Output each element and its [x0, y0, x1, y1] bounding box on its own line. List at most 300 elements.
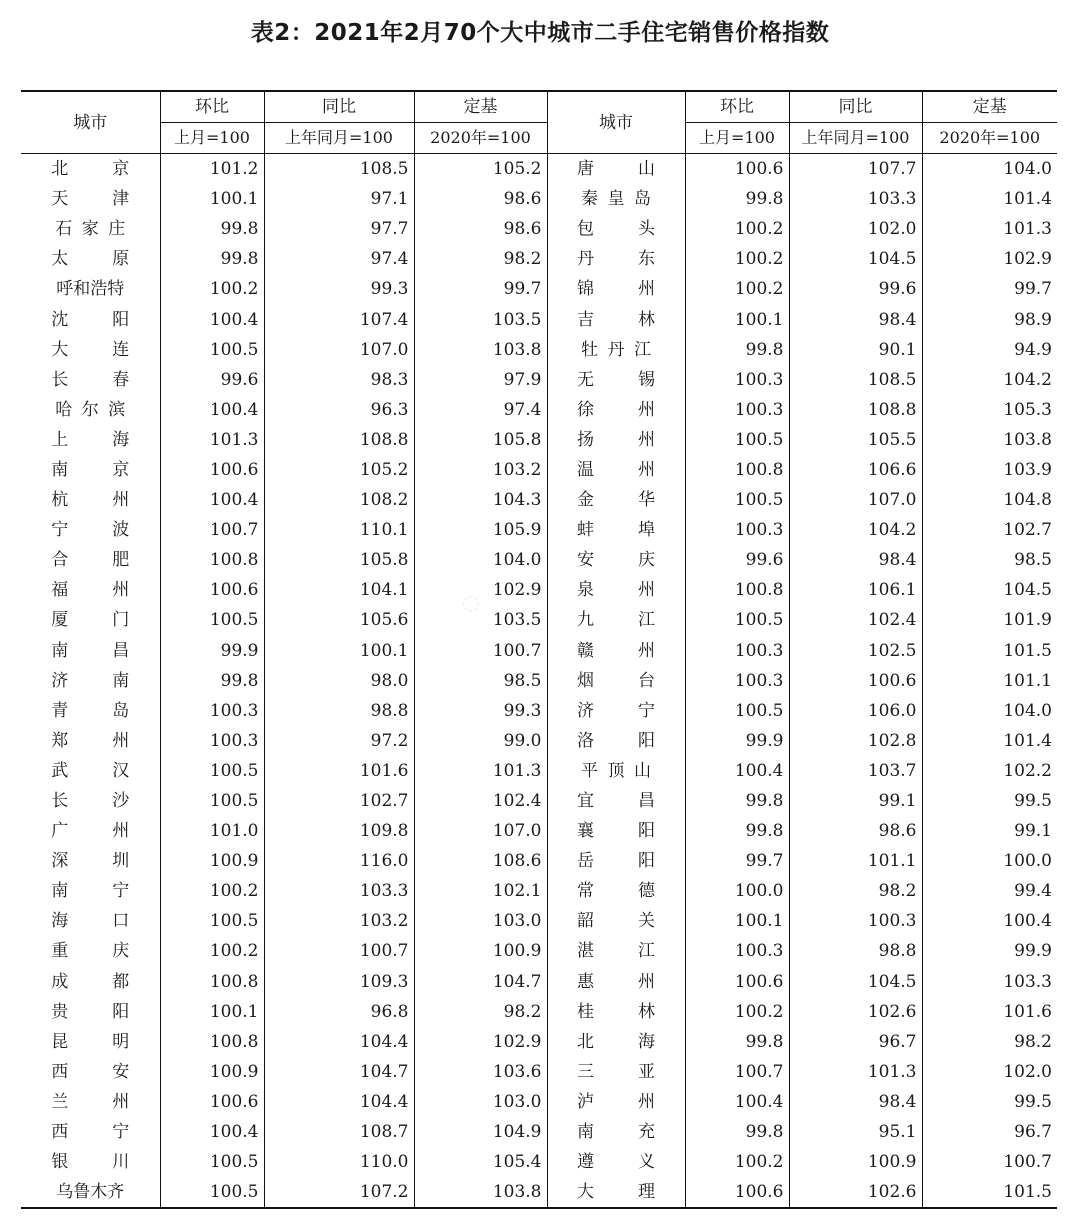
- city-char: 韶: [577, 911, 594, 932]
- fixed-value: 105.4: [414, 1147, 547, 1177]
- city-char: 成: [51, 971, 69, 992]
- city-cell: [21, 515, 160, 545]
- city-name: [51, 1182, 129, 1202]
- fixed-value: 101.4: [922, 726, 1057, 756]
- city-char: 昌: [112, 640, 130, 661]
- fixed-value: 94.9: [922, 335, 1057, 365]
- city-char: 遵: [577, 1152, 594, 1173]
- fixed-value: 102.7: [922, 515, 1057, 545]
- city-name: [577, 310, 655, 330]
- city-cell: [547, 1027, 685, 1057]
- city-char: 埠: [638, 520, 655, 541]
- mom-value: 100.0: [685, 876, 789, 906]
- city-name: [51, 279, 129, 299]
- yoy-value: 98.4: [789, 545, 922, 575]
- city-cell: [21, 906, 160, 936]
- mom-value: 100.5: [160, 756, 264, 786]
- fixed-value: 100.7: [414, 636, 547, 666]
- mom-value: 100.2: [160, 876, 264, 906]
- city-char: 安: [577, 550, 594, 571]
- city-name: [577, 490, 655, 510]
- city-char: 津: [112, 189, 130, 210]
- fixed-value: 103.8: [414, 1177, 547, 1208]
- fixed-value: 103.5: [414, 304, 547, 334]
- city-name: [51, 340, 129, 360]
- city-cell: [547, 936, 685, 966]
- city-char: 岛: [634, 189, 651, 210]
- city-char: 和: [73, 279, 91, 300]
- fixed-value: 105.2: [414, 154, 547, 185]
- city-char: 滨: [108, 399, 126, 420]
- city-cell: [547, 214, 685, 244]
- city-char: 山: [638, 159, 655, 180]
- mom-header-left: 环比: [160, 91, 264, 123]
- yoy-value: 100.9: [789, 1147, 922, 1177]
- table-row: [21, 395, 1057, 425]
- city-char: 州: [638, 640, 655, 661]
- mom-value: 100.5: [685, 696, 789, 726]
- city-cell: [21, 936, 160, 966]
- city-char: 杭: [51, 490, 69, 511]
- city-char: 林: [638, 1001, 655, 1022]
- mom-value: 100.6: [160, 455, 264, 485]
- city-name: [51, 851, 129, 871]
- yoy-value: 106.0: [789, 696, 922, 726]
- city-name: [577, 159, 655, 179]
- yoy-value: 104.5: [789, 244, 922, 274]
- mom-value: 100.2: [160, 274, 264, 304]
- city-char: 金: [577, 490, 594, 511]
- city-char: 庄: [108, 219, 126, 240]
- city-name: [577, 1002, 655, 1022]
- yoy-header-left: 同比: [264, 91, 414, 123]
- city-name: [55, 219, 125, 239]
- city-char: 口: [112, 911, 130, 932]
- city-cell: [547, 906, 685, 936]
- city-char: 州: [638, 580, 655, 601]
- city-char: 泸: [577, 1091, 594, 1112]
- city-char: 江: [634, 339, 651, 360]
- city-cell: [21, 455, 160, 485]
- yoy-value: 107.2: [264, 1177, 414, 1208]
- city-cell: [547, 1117, 685, 1147]
- city-name: [577, 641, 655, 661]
- mom-header-right: 环比: [685, 91, 789, 123]
- fixed-value: 103.5: [414, 605, 547, 635]
- city-cell: [547, 515, 685, 545]
- fixed-value: 103.2: [414, 455, 547, 485]
- city-char: 州: [112, 730, 130, 751]
- city-char: 南: [51, 640, 69, 661]
- fixed-value: 99.3: [414, 696, 547, 726]
- fixed-value: 104.2: [922, 365, 1057, 395]
- city-char: 平: [581, 760, 598, 781]
- city-char: 蚌: [577, 520, 594, 541]
- fixed-value: 102.0: [922, 1057, 1057, 1087]
- fixed-value: 103.3: [922, 967, 1057, 997]
- mom-value: 100.4: [160, 1117, 264, 1147]
- mom-value: 100.8: [685, 575, 789, 605]
- city-char: 圳: [112, 851, 130, 872]
- table-row: [21, 274, 1057, 304]
- city-char: 长: [51, 369, 69, 390]
- yoy-value: 102.8: [789, 726, 922, 756]
- yoy-value: 97.4: [264, 244, 414, 274]
- city-char: 庆: [638, 550, 655, 571]
- city-char: 肥: [112, 550, 130, 571]
- fixed-value: 101.5: [922, 636, 1057, 666]
- city-char: 州: [638, 1091, 655, 1112]
- fixed-value: 102.9: [922, 244, 1057, 274]
- city-cell: [547, 575, 685, 605]
- city-char: 明: [112, 1031, 130, 1052]
- city-char: 原: [112, 249, 130, 270]
- city-char: 阳: [112, 309, 130, 330]
- city-char: 乌: [56, 1182, 74, 1203]
- fixed-value: 104.0: [922, 696, 1057, 726]
- city-name: [51, 1152, 129, 1172]
- mom-base-right: 上月=100: [685, 123, 789, 154]
- city-name: [577, 1032, 655, 1052]
- city-char: 厦: [51, 610, 69, 631]
- table-row: [21, 756, 1057, 786]
- fixed-value: 101.9: [922, 605, 1057, 635]
- table-row: [21, 666, 1057, 696]
- fixed-value: 98.5: [922, 545, 1057, 575]
- city-cell: [21, 365, 160, 395]
- city-char: 京: [112, 459, 130, 480]
- mom-value: 100.2: [685, 244, 789, 274]
- fixed-value: 104.0: [414, 545, 547, 575]
- mom-value: 100.3: [685, 365, 789, 395]
- city-char: 沈: [51, 309, 69, 330]
- city-name: [51, 370, 129, 390]
- yoy-value: 101.1: [789, 846, 922, 876]
- city-char: 桂: [577, 1001, 594, 1022]
- city-char: 大: [51, 339, 69, 360]
- yoy-value: 105.5: [789, 425, 922, 455]
- yoy-value: 108.8: [264, 425, 414, 455]
- city-name: [51, 641, 129, 661]
- fixed-value: 99.9: [922, 936, 1057, 966]
- city-char: 北: [51, 159, 69, 180]
- fixed-value: 98.2: [922, 1027, 1057, 1057]
- city-char: 包: [577, 219, 594, 240]
- table-row: [21, 154, 1057, 185]
- city-cell: [21, 605, 160, 635]
- yoy-value: 104.4: [264, 1027, 414, 1057]
- mom-value: 99.8: [685, 1117, 789, 1147]
- fixed-value: 104.5: [922, 575, 1057, 605]
- city-char: 皇: [607, 189, 625, 210]
- fixed-value: 102.9: [414, 1027, 547, 1057]
- mom-value: 101.3: [160, 425, 264, 455]
- fixed-value: 100.9: [414, 936, 547, 966]
- yoy-value: 107.0: [789, 485, 922, 515]
- city-cell: [547, 1147, 685, 1177]
- city-char: 山: [634, 760, 651, 781]
- yoy-value: 102.6: [789, 997, 922, 1027]
- city-name: [51, 580, 129, 600]
- city-char: 襄: [577, 821, 594, 842]
- city-name: [51, 159, 129, 179]
- city-name: [51, 821, 129, 841]
- table-row: [21, 184, 1057, 214]
- city-name: [577, 731, 655, 751]
- yoy-value: 98.8: [789, 936, 922, 966]
- city-header-right: 城市: [547, 91, 685, 154]
- city-cell: [547, 997, 685, 1027]
- mom-value: 100.9: [160, 846, 264, 876]
- city-name: [577, 851, 655, 871]
- city-char: 常: [577, 881, 594, 902]
- city-char: 宁: [112, 881, 130, 902]
- city-char: 浩: [90, 279, 108, 300]
- mom-value: 100.4: [685, 756, 789, 786]
- city-char: 宁: [51, 520, 69, 541]
- mom-value: 99.8: [160, 214, 264, 244]
- mom-value: 100.1: [685, 906, 789, 936]
- city-char: 华: [638, 490, 655, 511]
- city-char: 岛: [112, 700, 130, 721]
- city-char: 青: [51, 700, 69, 721]
- yoy-value: 109.3: [264, 967, 414, 997]
- table-row: [21, 425, 1057, 455]
- table-row: [21, 696, 1057, 726]
- table-row: [21, 1057, 1057, 1087]
- table-row: [21, 636, 1057, 666]
- yoy-value: 100.3: [789, 906, 922, 936]
- yoy-value: 106.6: [789, 455, 922, 485]
- city-char: 台: [638, 670, 655, 691]
- city-cell: [21, 967, 160, 997]
- mom-value: 100.4: [160, 304, 264, 334]
- mom-value: 100.2: [685, 214, 789, 244]
- yoy-value: 95.1: [789, 1117, 922, 1147]
- table-row: [21, 726, 1057, 756]
- city-cell: [547, 1087, 685, 1117]
- mom-value: 100.3: [685, 395, 789, 425]
- yoy-value: 98.8: [264, 696, 414, 726]
- city-char: 呼: [56, 279, 74, 300]
- city-char: 广: [51, 821, 69, 842]
- yoy-value: 106.1: [789, 575, 922, 605]
- mom-value: 100.7: [685, 1057, 789, 1087]
- city-name: [51, 1122, 129, 1142]
- city-char: 特: [107, 279, 125, 300]
- fixed-value: 101.3: [414, 756, 547, 786]
- mom-value: 99.8: [160, 666, 264, 696]
- fixed-value: 98.2: [414, 997, 547, 1027]
- city-char: 九: [577, 610, 594, 631]
- city-name: [577, 1062, 655, 1082]
- city-char: 银: [51, 1152, 69, 1173]
- fixed-value: 101.5: [922, 1177, 1057, 1208]
- city-cell: [21, 1177, 160, 1208]
- fixed-value: 101.6: [922, 997, 1057, 1027]
- city-cell: [21, 696, 160, 726]
- city-char: 波: [112, 520, 130, 541]
- mom-value: 100.1: [685, 304, 789, 334]
- yoy-value: 104.7: [264, 1057, 414, 1087]
- city-cell: [547, 846, 685, 876]
- mom-value: 99.8: [685, 184, 789, 214]
- yoy-value: 99.3: [264, 274, 414, 304]
- table-row: [21, 515, 1057, 545]
- city-name: [51, 610, 129, 630]
- city-char: 三: [577, 1061, 594, 1082]
- yoy-value: 105.2: [264, 455, 414, 485]
- city-char: 充: [638, 1122, 655, 1143]
- city-name: [581, 189, 651, 209]
- fixed-value: 98.2: [414, 244, 547, 274]
- watermark-logo: ◌: [462, 590, 480, 614]
- city-char: 州: [638, 971, 655, 992]
- mom-value: 100.5: [160, 786, 264, 816]
- city-char: 南: [51, 459, 69, 480]
- city-name: [581, 340, 651, 360]
- fixed-value: 102.9: [414, 575, 547, 605]
- yoy-value: 101.6: [264, 756, 414, 786]
- yoy-value: 97.1: [264, 184, 414, 214]
- mom-value: 100.8: [160, 967, 264, 997]
- mom-value: 100.3: [685, 936, 789, 966]
- city-name: [51, 941, 129, 961]
- yoy-value: 104.1: [264, 575, 414, 605]
- city-name: [577, 370, 655, 390]
- city-name: [577, 249, 655, 269]
- mom-value: 99.9: [685, 726, 789, 756]
- city-name: [577, 430, 655, 450]
- city-cell: [21, 545, 160, 575]
- table-row: [21, 244, 1057, 274]
- city-char: 赣: [577, 640, 594, 661]
- city-name: [51, 671, 129, 691]
- fixed-value: 99.5: [922, 1087, 1057, 1117]
- table-row: [21, 786, 1057, 816]
- city-name: [577, 400, 655, 420]
- fixed-value: 108.6: [414, 846, 547, 876]
- city-char: 京: [112, 159, 130, 180]
- city-cell: [21, 485, 160, 515]
- table-row: [21, 997, 1057, 1027]
- city-char: 西: [51, 1061, 69, 1082]
- city-cell: [21, 1057, 160, 1087]
- fixed-value: 98.6: [414, 184, 547, 214]
- mom-value: 100.4: [160, 395, 264, 425]
- fixed-value: 99.5: [922, 786, 1057, 816]
- yoy-value: 98.4: [789, 304, 922, 334]
- fixed-value: 104.8: [922, 485, 1057, 515]
- city-cell: [21, 395, 160, 425]
- yoy-value: 104.2: [789, 515, 922, 545]
- city-cell: [547, 304, 685, 334]
- yoy-value: 98.6: [789, 816, 922, 846]
- city-char: 唐: [577, 159, 594, 180]
- city-char: 合: [51, 550, 69, 571]
- mom-value: 100.6: [160, 575, 264, 605]
- fixed-value: 102.4: [414, 786, 547, 816]
- city-name: [577, 610, 655, 630]
- table-row: [21, 455, 1057, 485]
- yoy-value: 99.1: [789, 786, 922, 816]
- city-cell: [547, 786, 685, 816]
- city-name: [577, 1152, 655, 1172]
- price-index-table: [21, 90, 1057, 1209]
- city-cell: [547, 1057, 685, 1087]
- table-row: [21, 605, 1057, 635]
- city-char: 济: [577, 700, 594, 721]
- mom-value: 100.2: [160, 936, 264, 966]
- fixed-value: 99.7: [414, 274, 547, 304]
- city-name: [51, 881, 129, 901]
- table-row: [21, 335, 1057, 365]
- mom-value: 100.2: [685, 274, 789, 304]
- fixed-value: 98.5: [414, 666, 547, 696]
- fixed-value: 101.4: [922, 184, 1057, 214]
- fixed-base-left: 2020年=100: [414, 123, 547, 154]
- yoy-value: 108.5: [789, 365, 922, 395]
- city-cell: [547, 726, 685, 756]
- city-char: 天: [51, 189, 69, 210]
- mom-value: 100.6: [685, 154, 789, 185]
- fixed-header-left: 定基: [414, 91, 547, 123]
- mom-value: 100.6: [160, 1087, 264, 1117]
- city-name: [51, 911, 129, 931]
- mom-value: 100.7: [160, 515, 264, 545]
- city-char: 德: [638, 881, 655, 902]
- city-name: [577, 791, 655, 811]
- mom-value: 99.8: [160, 244, 264, 274]
- fixed-header-right: 定基: [922, 91, 1057, 123]
- yoy-value: 98.0: [264, 666, 414, 696]
- yoy-value: 100.1: [264, 636, 414, 666]
- city-name: [51, 249, 129, 269]
- city-char: 无: [577, 369, 594, 390]
- city-name: [51, 460, 129, 480]
- yoy-value: 102.4: [789, 605, 922, 635]
- city-name: [51, 1062, 129, 1082]
- fixed-value: 103.6: [414, 1057, 547, 1087]
- yoy-value: 96.8: [264, 997, 414, 1027]
- mom-value: 100.3: [685, 515, 789, 545]
- mom-value: 100.4: [685, 1087, 789, 1117]
- city-name: [577, 1122, 655, 1142]
- city-cell: [21, 154, 160, 185]
- city-char: 贵: [51, 1001, 69, 1022]
- city-char: 海: [638, 1031, 655, 1052]
- city-char: 鲁: [73, 1182, 91, 1203]
- table-row: [21, 967, 1057, 997]
- city-cell: [21, 816, 160, 846]
- city-cell: [21, 1147, 160, 1177]
- city-char: 温: [577, 459, 594, 480]
- mom-value: 100.5: [160, 335, 264, 365]
- fixed-value: 97.4: [414, 395, 547, 425]
- yoy-value: 103.2: [264, 906, 414, 936]
- city-char: 川: [112, 1152, 130, 1173]
- fixed-value: 97.9: [414, 365, 547, 395]
- city-cell: [547, 636, 685, 666]
- table-row: [21, 936, 1057, 966]
- city-char: 江: [638, 941, 655, 962]
- yoy-value: 107.0: [264, 335, 414, 365]
- city-char: 南: [51, 881, 69, 902]
- city-char: 州: [638, 279, 655, 300]
- city-char: 洛: [577, 730, 594, 751]
- city-cell: [21, 876, 160, 906]
- city-char: 上: [51, 429, 69, 450]
